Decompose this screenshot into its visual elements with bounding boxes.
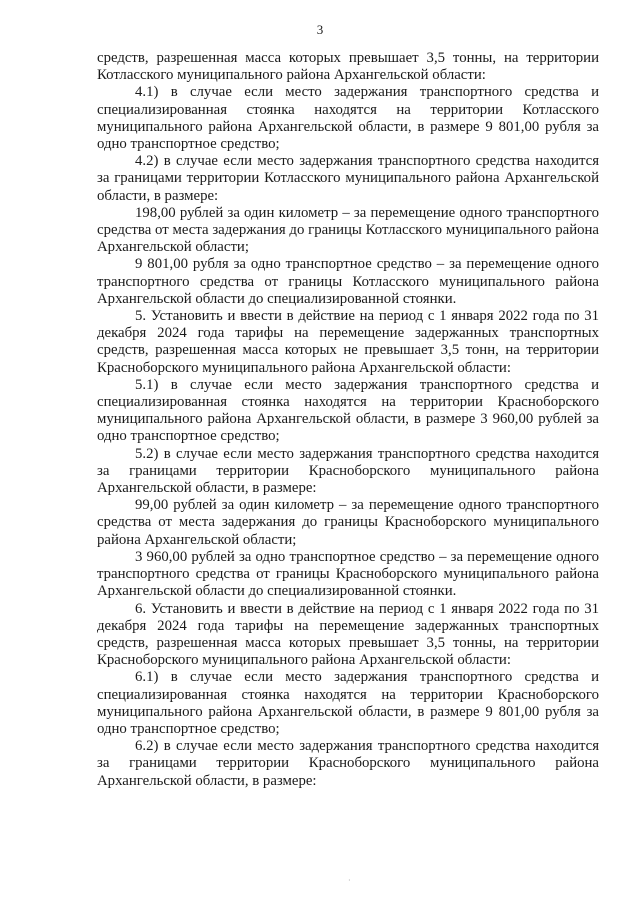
- paragraph-4-2: 4.2) в случае если место задержания транспортного средства находится за границами территории Котласского муниципального района Архангельской области, в размере:: [97, 153, 599, 204]
- paragraph-5-2: 5.2) в случае если место задержания транспортного средства находится за границами территории Красноборского муниципального района Архангельской области, в размере:: [97, 445, 599, 497]
- paragraph-6-1: 6.1) в случае если место задержания транспортного средства и специализированная стоянка находятся на территории Красноборского муниципального района Архангельской области, в размере 9 801,00 рубля за одно транспортное средство;: [97, 669, 599, 737]
- paragraph-5-1: 5.1) в случае если место задержания транспортного средства и специализированная стоянка находятся на территории Красноборского муниципального района Архангельской области, в размере 3 960,00 рублей за одно транспортное средство;: [97, 376, 599, 445]
- page-number: 3: [316, 22, 324, 37]
- paragraph-continuation: средств, разрешенная масса которых превышает 3,5 тонны, на территории Котласского муниципального района Архангельской области:: [97, 50, 599, 84]
- document-body: [97, 50, 599, 790]
- paragraph-4-2-per-vehicle: 9 801,00 рубля за одно транспортное средство – за перемещение одного транспортного средства от границы Котласского муниципального района Архангельской области до специализированной стоянки.: [97, 256, 599, 307]
- paragraph-4-2-per-km: 198,00 рублей за один километр – за перемещение одного транспортного средства от места задержания до границы Котласского муниципального района Архангельской области;: [97, 204, 599, 256]
- paragraph-5-2-per-vehicle: 3 960,00 рублей за одно транспортное средство – за перемещение одного транспортного средства от границы Красноборского муниципального района Архангельской области до специализированной стоянки.: [97, 548, 599, 600]
- paragraph-6-2: 6.2) в случае если место задержания транспортного средства находится за границами территории Красноборского муниципального района Архангельской области, в размере:: [97, 738, 599, 789]
- paragraph-6: 6. Установить и ввести в действие на период с 1 января 2022 года по 31 декабря 2024 года тарифы на перемещение задержанных транспортных средств, разрешенная масса которых превышает 3,5 тонны, на территории Красноборского муниципального района Архангельской области:: [97, 600, 599, 669]
- paragraph-5: 5. Установить и ввести в действие на период с 1 января 2022 года по 31 декабря 2024 года тарифы на перемещение задержанных транспортных средств, разрешенная масса которых не превышает 3,5 тонн, на территории Красноборского муниципального района Архангельской области:: [97, 308, 599, 376]
- scan-dot: ·: [348, 876, 351, 885]
- paragraph-4-1: 4.1) в случае если место задержания транспортного средства и специализированная стоянка находятся на территории Котласского муниципального района Архангельской области, в размере 9 801,00 рубля за одно транспортное средство;: [97, 84, 599, 153]
- paragraph-5-2-per-km: 99,00 рублей за один километр – за перемещение одного транспортного средства от места задержания до границы Красноборского муниципального района Архангельской области;: [97, 497, 599, 548]
